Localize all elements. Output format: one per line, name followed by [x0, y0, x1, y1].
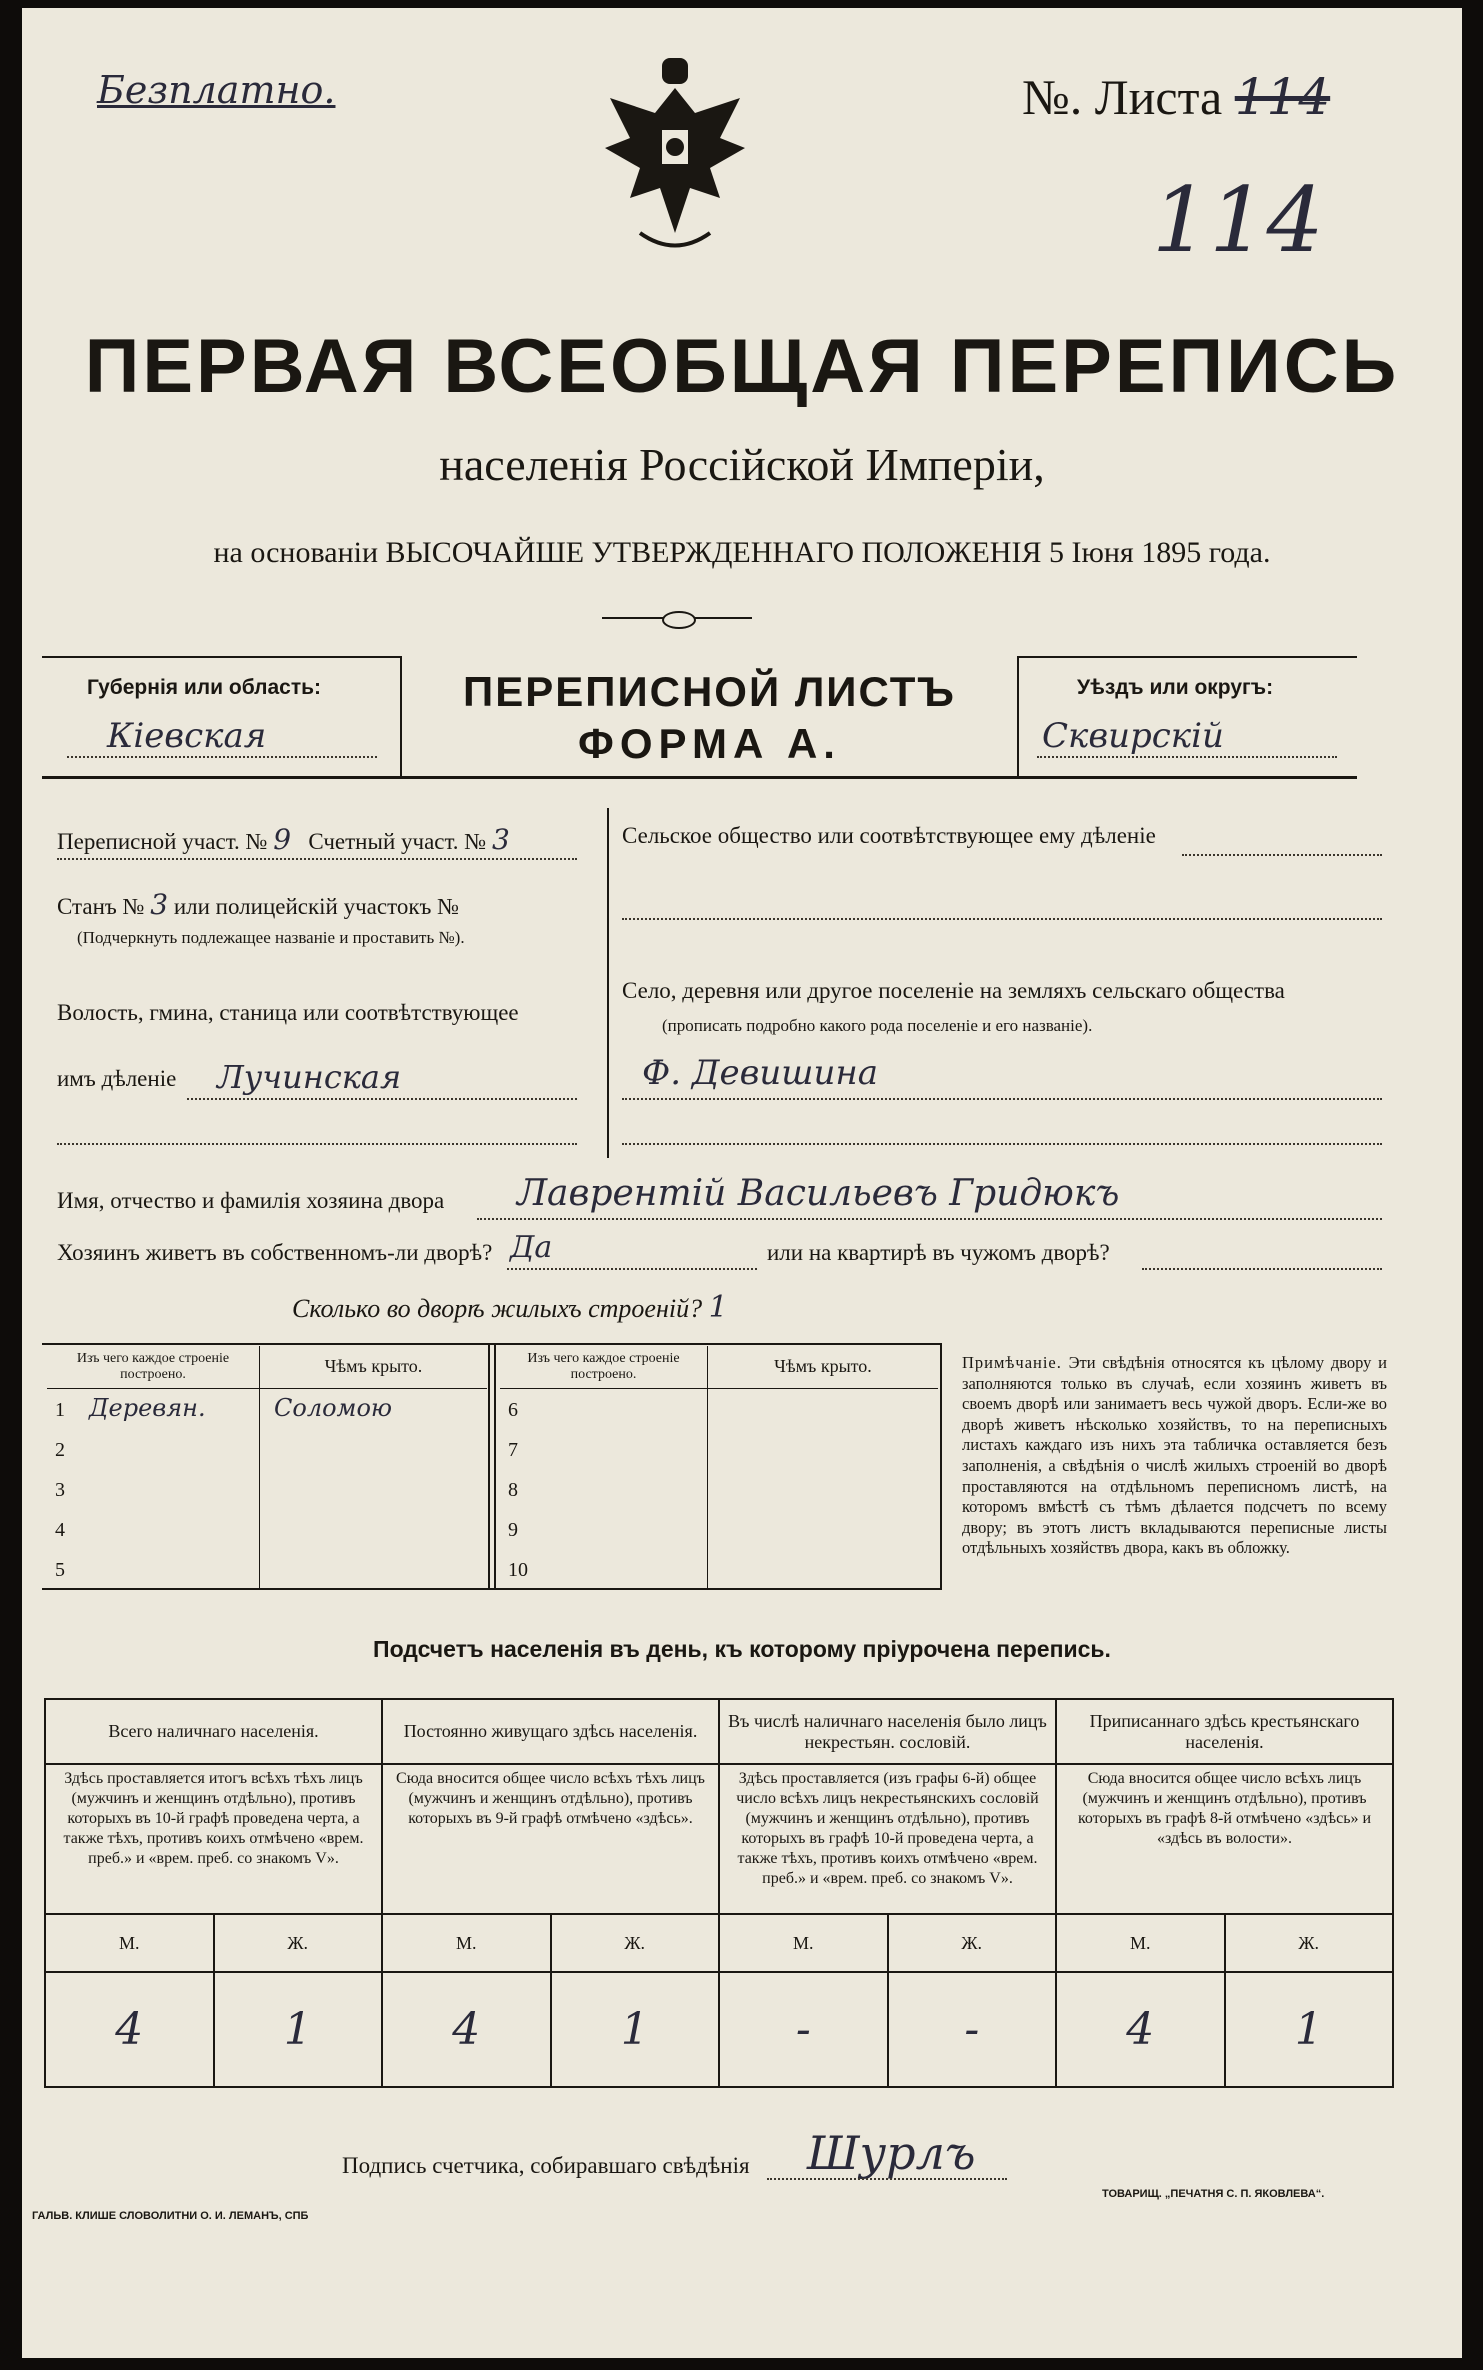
signature-value: Шурлъ: [807, 2126, 976, 2180]
female-count: 1: [1225, 1972, 1394, 2087]
building-number: 10: [508, 1559, 528, 1581]
building-row: [500, 1468, 938, 1508]
building-roof-value: [708, 1508, 939, 1548]
population-col-header: Постоянно живущаго здѣсь населенія.: [382, 1699, 719, 1764]
decree-line: на основаніи ВЫСОЧАЙШЕ УТВЕРЖДЕННАГО ПОЛОЖЕНІЯ 5 Іюня 1895 года.: [213, 536, 1271, 569]
building-row: [47, 1428, 487, 1468]
female-label: Ж.: [888, 1914, 1057, 1972]
building-material-cell: [500, 1428, 708, 1468]
building-material-cell: [500, 1548, 708, 1588]
free-label: Безплатно.: [97, 68, 336, 112]
building-material-cell: [47, 1388, 260, 1428]
population-col-header: Въ числѣ наличнаго населенія было лицъ некрестьян. сословій.: [719, 1699, 1056, 1764]
male-count: -: [719, 1972, 888, 2087]
building-row: [500, 1508, 938, 1548]
district-value: Сквирскій: [1042, 716, 1224, 756]
stan-note: (Подчеркнуть подлежащее названіе и проставить №).: [77, 928, 465, 947]
signature-label: Подпись счетчика, собиравшаго свѣдѣнія: [342, 2153, 750, 2178]
building-material-cell: [500, 1508, 708, 1548]
owner-lives-value: Да: [510, 1230, 553, 1265]
owner-lives-label: Хозяинъ живетъ въ собственномъ-ли дворѣ?: [57, 1240, 493, 1265]
building-material-cell: [47, 1428, 260, 1468]
ornament-divider: [602, 611, 752, 625]
village-note: (прописать подробно какого рода поселеніе и его названіе).: [662, 1016, 1093, 1035]
building-row: [500, 1388, 938, 1428]
building-material-cell: [47, 1468, 260, 1508]
building-roof-value: [708, 1428, 939, 1468]
district-label: Уѣздъ или округъ:: [1077, 676, 1274, 699]
sheet-number-label: №. Листа 114: [1022, 68, 1331, 126]
census-sheet: [22, 8, 1462, 2358]
province-value: Кіевская: [107, 716, 267, 756]
population-col-header: Приписаннаго здѣсь крестьянскаго населенія.: [1056, 1699, 1393, 1764]
owner-label: Имя, отчество и фамилія хозяина двора: [57, 1188, 445, 1213]
building-roof-value: [708, 1548, 939, 1588]
building-roof-value: [260, 1428, 488, 1468]
rural-society-label: Сельское общество или соотвѣтствующее ему дѣленіе: [622, 823, 1156, 848]
form-subtitle: ФОРМА А.: [578, 720, 841, 767]
building-material-cell: [500, 1388, 708, 1428]
building-number: 2: [55, 1439, 65, 1461]
col-roof: Чѣмъ крыто.: [260, 1346, 488, 1388]
volost-label-1: Волость, гмина, станица или соотвѣтствующее: [57, 1000, 519, 1025]
main-title: ПЕРВАЯ ВСЕОБЩАЯ ПЕРЕПИСЬ: [84, 324, 1400, 409]
population-col-desc: Сюда вносится общее число всѣхъ лицъ (мужчинъ и женщинъ отдѣльно), противъ которыхъ въ графѣ 8-й отмѣчено «здѣсь» и «здѣсь въ волости».: [1056, 1764, 1393, 1914]
male-count: 4: [382, 1972, 551, 2087]
male-count: 4: [1056, 1972, 1225, 2087]
building-number: 7: [508, 1439, 518, 1461]
building-roof-value: [708, 1468, 939, 1508]
foundry-imprint: ГАЛЬВ. КЛИШЕ СЛОВОЛИТНИ О. И. ЛЕМАНЪ, СПБ: [32, 2210, 309, 2222]
female-label: Ж.: [551, 1914, 720, 1972]
owner-value: Лаврентій Васильевъ Гридюкъ: [517, 1173, 1120, 1214]
col-roof: Чѣмъ крыто.: [708, 1346, 939, 1388]
building-row: [500, 1548, 938, 1588]
building-number: 8: [508, 1479, 518, 1501]
population-col-header: Всего наличнаго населенія.: [45, 1699, 382, 1764]
province-label: Губернія или область:: [87, 676, 322, 699]
building-number: 6: [508, 1399, 518, 1422]
col-material: Изъ чего каждое строеніе построено.: [47, 1346, 260, 1388]
building-row: [47, 1388, 487, 1428]
printer-imprint: ТОВАРИЩ. „ПЕЧАТНЯ С. П. ЯКОВЛЕВА“.: [1102, 2188, 1325, 2200]
building-material-cell: [500, 1468, 708, 1508]
building-roof-value: [260, 1548, 488, 1588]
volost-label-2: имъ дѣленіе: [57, 1066, 177, 1091]
building-row: [47, 1468, 487, 1508]
buildings-count-label: Сколько во дворѣ жилыхъ строеній? 1: [292, 1290, 728, 1325]
note-text: Примѣчаніе. Эти свѣдѣнія относятся къ цѣлому двору и заполняются только въ случаѣ, если хозяинъ живетъ въ своемъ дворѣ или занимаетъ весь чужой дворъ. Если-же во дворѣ живетъ нѣсколько хозяйствъ, то на переписныхъ листахъ каждаго изъ нихъ эта табличка оставляется безъ заполненія, а свѣдѣнія о числѣ жилыхъ строеній во дворѣ проставляются на отдѣльномъ переписномъ листѣ, на которомъ вмѣстѣ съ тѣмъ дѣлается подсчетъ по всему двору; въ этотъ листъ вкладываются переписные листы отдѣльныхъ хозяйствъ двора, какъ въ обложку.: [962, 1353, 1387, 1558]
col-material: Изъ чего каждое строеніе построено.: [500, 1346, 708, 1388]
stan-line: Станъ № 3 или полицейскій участокъ №: [57, 888, 460, 921]
female-count: 1: [214, 1972, 383, 2087]
building-roof-value: [260, 1508, 488, 1548]
village-label: Село, деревня или другое поселеніе на земляхъ сельскаго общества: [622, 978, 1285, 1003]
building-material-cell: [47, 1508, 260, 1548]
building-roof-value: [708, 1388, 939, 1428]
apartment-label: или на квартирѣ въ чужомъ дворѣ?: [767, 1240, 1110, 1265]
building-number: 5: [55, 1559, 65, 1581]
female-count: -: [888, 1972, 1057, 2087]
population-col-desc: Сюда вносится общее число всѣхъ тѣхъ лицъ (мужчинъ и женщинъ отдѣльно), противъ которыхъ въ 9-й графѣ отмѣчено «здѣсь».: [382, 1764, 719, 1914]
buildings-table-right: [500, 1346, 938, 1588]
building-row: [47, 1508, 487, 1548]
male-label: М.: [1056, 1914, 1225, 1972]
building-material-cell: [47, 1548, 260, 1588]
building-roof-value: Соломою: [274, 1394, 393, 1423]
volost-value: Лучинская: [217, 1058, 402, 1096]
male-count: 4: [45, 1972, 214, 2087]
population-heading: Подсчетъ населенія въ день, къ которому пріурочена перепись.: [373, 1636, 1111, 1662]
building-number: 1: [55, 1399, 65, 1422]
building-row: [47, 1548, 487, 1588]
sheet-number-handwritten: 114: [1152, 168, 1324, 273]
building-row: [500, 1428, 938, 1468]
village-value: Ф. Девишина: [642, 1053, 879, 1093]
building-number: 4: [55, 1519, 65, 1541]
building-number: 9: [508, 1519, 518, 1541]
census-plot-line: Переписной участ. № 9 Счетный участ. № 3: [57, 823, 510, 856]
building-number: 3: [55, 1479, 65, 1501]
subtitle: населенія Россійской Имперіи,: [439, 439, 1045, 490]
male-label: М.: [45, 1914, 214, 1972]
female-label: Ж.: [214, 1914, 383, 1972]
female-label: Ж.: [1225, 1914, 1394, 1972]
population-col-desc: Здѣсь проставляется (изъ графы 6-й) общее число всѣхъ лицъ некрестьянскихъ сословій (мужчинъ и женщинъ отдѣльно), противъ которыхъ въ графѣ 10-й проведена черта, а также тѣхъ, противъ коихъ отмѣчено «врем. преб.» и «врем. преб. со знакомъ V».: [719, 1764, 1056, 1914]
imperial-eagle-icon: [600, 58, 750, 258]
female-count: 1: [551, 1972, 720, 2087]
male-label: М.: [719, 1914, 888, 1972]
population-col-desc: Здѣсь проставляется итогъ всѣхъ тѣхъ лицъ (мужчинъ и женщинъ отдѣльно), противъ которыхъ въ 10-й графѣ проведена черта, а также тѣхъ, противъ коихъ отмѣчено «врем. преб.» и «врем. преб. со знакомъ V».: [45, 1764, 382, 1914]
population-table: [44, 1698, 1394, 2088]
form-title: ПЕРЕПИСНОЙ ЛИСТЪ: [463, 668, 956, 715]
building-material-value: Деревян.: [89, 1394, 206, 1423]
buildings-table-left: [47, 1346, 487, 1588]
building-roof-value: [260, 1468, 488, 1508]
male-label: М.: [382, 1914, 551, 1972]
